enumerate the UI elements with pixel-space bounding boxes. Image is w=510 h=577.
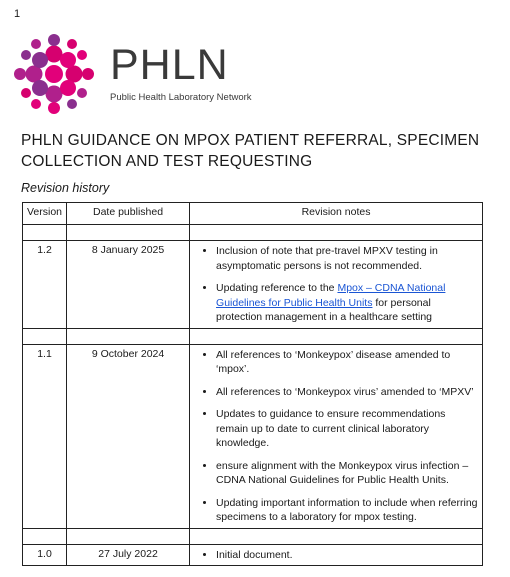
revision-history-heading: Revision history <box>21 181 110 195</box>
notes-list <box>194 548 478 563</box>
logo-dot <box>32 52 48 68</box>
header-version: Version <box>23 203 67 225</box>
note-item <box>216 348 478 377</box>
note-item <box>216 459 478 488</box>
table-spacer-row <box>23 328 483 344</box>
table-row <box>23 241 483 329</box>
logo-dot <box>77 88 87 98</box>
logo-dot <box>45 65 63 83</box>
revision-history-table <box>22 202 483 566</box>
version-cell: 1.1 <box>23 344 67 528</box>
logo-dot <box>31 39 41 49</box>
logo-wordmark: PHLN <box>110 41 229 89</box>
note-text: Updating important information to include when referring specimens to a laboratory for mpox testing. <box>216 496 478 523</box>
logo-dot <box>32 80 48 96</box>
logo-dot <box>31 99 41 109</box>
phln-logo <box>14 34 274 120</box>
cdna-guidelines-link[interactable]: Mpox – CDNA National Guidelines for Public Health Units <box>216 282 446 309</box>
date-cell: 8 January 2025 <box>67 241 190 329</box>
date-cell: 9 October 2024 <box>67 344 190 528</box>
logo-dot <box>60 80 76 96</box>
note-text: All references to ‘Monkeypox’ disease amended to ‘mpox’. <box>216 348 451 375</box>
notes-cell <box>190 544 483 566</box>
header-revision-notes: Revision notes <box>190 203 483 225</box>
logo-dot <box>21 50 31 60</box>
header-date-published: Date published <box>67 203 190 225</box>
logo-dot <box>67 99 77 109</box>
logo-dot <box>60 52 76 68</box>
phln-dot-logo-icon <box>14 34 100 120</box>
note-text: Updates to guidance to ensure recommendations remain up to date to current clinical laboratory knowledge. <box>216 408 446 449</box>
logo-dot <box>82 68 94 80</box>
logo-dot <box>67 39 77 49</box>
note-item <box>216 496 478 525</box>
table-spacer-row <box>23 225 483 241</box>
version-cell: 1.0 <box>23 544 67 566</box>
notes-cell <box>190 241 483 329</box>
logo-tagline: Public Health Laboratory Network <box>110 92 252 103</box>
version-cell: 1.2 <box>23 241 67 329</box>
notes-cell <box>190 344 483 528</box>
table-header-row <box>23 203 483 225</box>
logo-dot <box>46 46 63 63</box>
page-number: 1 <box>14 8 21 20</box>
note-item <box>216 548 478 563</box>
document-title: PHLN GUIDANCE ON MPOX PATIENT REFERRAL, SPECIMEN COLLECTION AND TEST REQUESTING <box>21 132 480 170</box>
table-row <box>23 344 483 528</box>
note-text: for personal protection management in a healthcare setting <box>216 296 432 323</box>
note-item <box>216 281 478 325</box>
note-item <box>216 407 478 451</box>
logo-dot <box>48 34 60 46</box>
logo-dot <box>26 66 43 83</box>
date-cell: 27 July 2022 <box>67 544 190 566</box>
table-spacer-row <box>23 528 483 544</box>
logo-dot <box>14 68 26 80</box>
note-text: Initial document. <box>216 548 293 561</box>
logo-dot <box>77 50 87 60</box>
table-row <box>23 544 483 566</box>
logo-dot <box>46 86 63 103</box>
notes-list <box>194 348 478 525</box>
note-text: All references to ‘Monkeypox virus’ amended to ‘MPXV’ <box>216 385 474 398</box>
note-text: ensure alignment with the Monkeypox virus infection – CDNA National Guidelines for Public Health Units. <box>216 459 469 486</box>
note-text: Inclusion of note that pre-travel MPXV testing in asymptomatic persons is not recommended. <box>216 245 438 272</box>
logo-dot <box>66 66 83 83</box>
note-text: Updating reference to the <box>216 282 338 294</box>
note-item <box>216 385 478 400</box>
logo-dot <box>21 88 31 98</box>
notes-list <box>194 244 478 325</box>
note-item <box>216 244 478 273</box>
logo-dot <box>48 102 60 114</box>
